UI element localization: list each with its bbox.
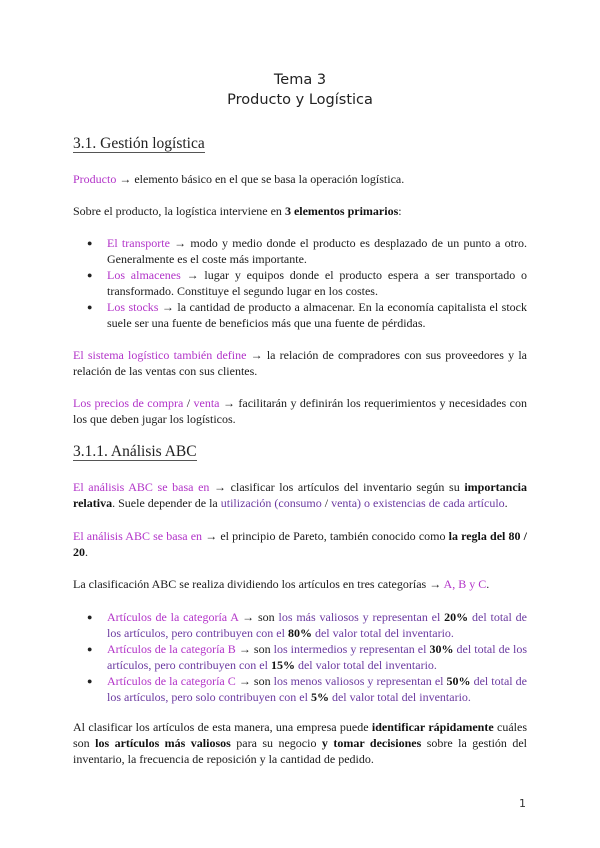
paragraph-text: para su negocio — [230, 736, 322, 750]
list-text: → son — [235, 642, 274, 656]
bold-term: y tomar decisiones — [321, 736, 422, 750]
list-text: del valor total del inventario. — [294, 658, 437, 672]
bold-percent: 20% — [444, 610, 469, 624]
list-text: del valor total del inventario. — [311, 626, 454, 640]
section-heading-3-1-1: 3.1.1. Análisis ABC — [73, 443, 197, 460]
bold-percent: 80% — [287, 626, 312, 640]
list-item-categoria-c — [107, 673, 527, 705]
list-text: los más valiosos y representan el — [278, 610, 445, 624]
term-transporte: El transporte — [107, 236, 170, 250]
list-text: del valor total del inventario. — [328, 690, 471, 704]
paragraph-precios — [73, 395, 527, 427]
paragraph-text: / — [321, 496, 332, 510]
paragraph-text: → facilitarán y definirán los requerimientos y necesidades con los que deben jugar los logísticos. — [73, 396, 527, 426]
bold-percent: 5% — [310, 690, 329, 704]
list-text: del total de los artículos, pero contribuyen con el — [107, 642, 527, 672]
term-categorias: A, B y C — [443, 577, 487, 591]
list-item-stocks — [107, 299, 527, 331]
page-number: 1 — [519, 797, 526, 810]
paragraph-text: . Suele depender de la — [112, 496, 221, 510]
paragraph-text: → clasificar los artículos del inventario según su — [209, 480, 465, 494]
list-text: → son — [235, 674, 274, 688]
bold-percent: 50% — [446, 674, 471, 688]
paragraph-analisis-abc — [73, 479, 527, 511]
list-item-almacenes — [107, 267, 527, 299]
section-heading-3-1: 3.1. Gestión logística — [73, 135, 205, 152]
paragraph-elementos — [73, 203, 527, 219]
bold-term: la regla del 80 / 20 — [73, 529, 527, 559]
list-text: → son — [238, 610, 279, 624]
list-text: → la cantidad de producto a almacenar. En la economía capitalista el stock suele ser una fuente de beneficios más que una fuente de pérdidas. — [107, 300, 527, 330]
term-stocks: Los stocks — [107, 300, 159, 314]
term-categoria-a: Artículos de la categoría A — [107, 610, 239, 624]
list-text: → lugar y equipos donde el producto espera a ser transportado o transformado. Constituye el segundo lugar en los costes. — [107, 268, 528, 298]
term-venta: venta — [193, 396, 220, 410]
term-sistema-logistico: El sistema logístico también define — [73, 348, 247, 362]
paragraph-conclusion — [73, 719, 527, 767]
bullet-dot: ● — [87, 676, 93, 686]
bullet-dot: ● — [87, 270, 93, 280]
term-analisis-abc: El análisis ABC se basa en — [73, 480, 210, 494]
bullet-dot: ● — [87, 644, 93, 654]
bold-term: importancia relativa — [73, 480, 527, 510]
paragraph-text: . — [85, 545, 88, 559]
list-text: los intermedios y representan el — [273, 642, 430, 656]
paragraph-pareto — [73, 528, 527, 560]
list-item-transporte — [107, 235, 527, 267]
paragraph-text: . — [486, 577, 490, 591]
bold-term: 3 elementos primarios — [284, 204, 399, 218]
term-almacenes: Los almacenes — [107, 268, 181, 282]
paragraph-sistema-logistico — [73, 347, 527, 379]
paragraph-text: Sobre el producto, la logística interviene en — [73, 204, 285, 218]
bullet-dot: ● — [87, 238, 93, 248]
doc-title-line-2: Producto y Logística — [227, 92, 373, 108]
list-text: los menos valiosos y representan el — [273, 674, 447, 688]
list-item-categoria-b — [107, 641, 527, 673]
paragraph-text: sobre la gestión del inventario, la frecuencia de reposición y la cantidad de pedido. — [73, 736, 528, 766]
term-utilizacion: utilización (consumo — [220, 496, 322, 510]
paragraph-text: . — [504, 496, 508, 510]
bold-term: los artículos más valiosos — [95, 736, 231, 750]
doc-title-line-1: Tema 3 — [273, 72, 327, 88]
paragraph-producto — [73, 171, 527, 187]
paragraph-text: cuáles son — [73, 720, 527, 750]
list-text: del total de los artículos, pero solo contribuyen con el — [107, 674, 527, 704]
bold-term: identificar rápidamente — [371, 720, 494, 734]
list-text: del total de los artículos, pero contribuyen con el — [107, 610, 527, 640]
paragraph-text: → el principio de Pareto, también conocido como — [202, 529, 449, 543]
list-text: → modo y medio donde el producto es desplazado de un punto a otro. Generalmente es el coste más importante. — [107, 236, 527, 266]
paragraph-text: → elemento básico en el que se basa la operación logística. — [116, 172, 405, 186]
term-venta-existencias: venta) o existencias de cada artículo — [331, 496, 505, 510]
term-producto: Producto — [73, 172, 117, 186]
bullet-dot: ● — [87, 302, 93, 312]
bold-percent: 30% — [429, 642, 454, 656]
paragraph-text: : — [398, 204, 402, 218]
term-precios-compra: Los precios de compra — [73, 396, 184, 410]
bold-percent: 15% — [270, 658, 295, 672]
paragraph-text: → la relación de compradores con sus proveedores y la relación de las ventas con sus clientes. — [73, 348, 527, 378]
list-item-categoria-a — [107, 609, 527, 641]
paragraph-text: La clasificación ABC se realiza dividiendo los artículos en tres categorías → — [73, 577, 444, 591]
paragraph-text: / — [183, 396, 194, 410]
bullet-dot: ● — [87, 612, 93, 622]
paragraph-clasificacion — [73, 576, 527, 592]
paragraph-text: Al clasificar los artículos de esta manera, una empresa puede — [73, 720, 372, 734]
term-categoria-c: Artículos de la categoría C — [107, 674, 236, 688]
term-categoria-b: Artículos de la categoría B — [107, 642, 236, 656]
term-analisis-abc: El análisis ABC se basa en — [73, 529, 203, 543]
